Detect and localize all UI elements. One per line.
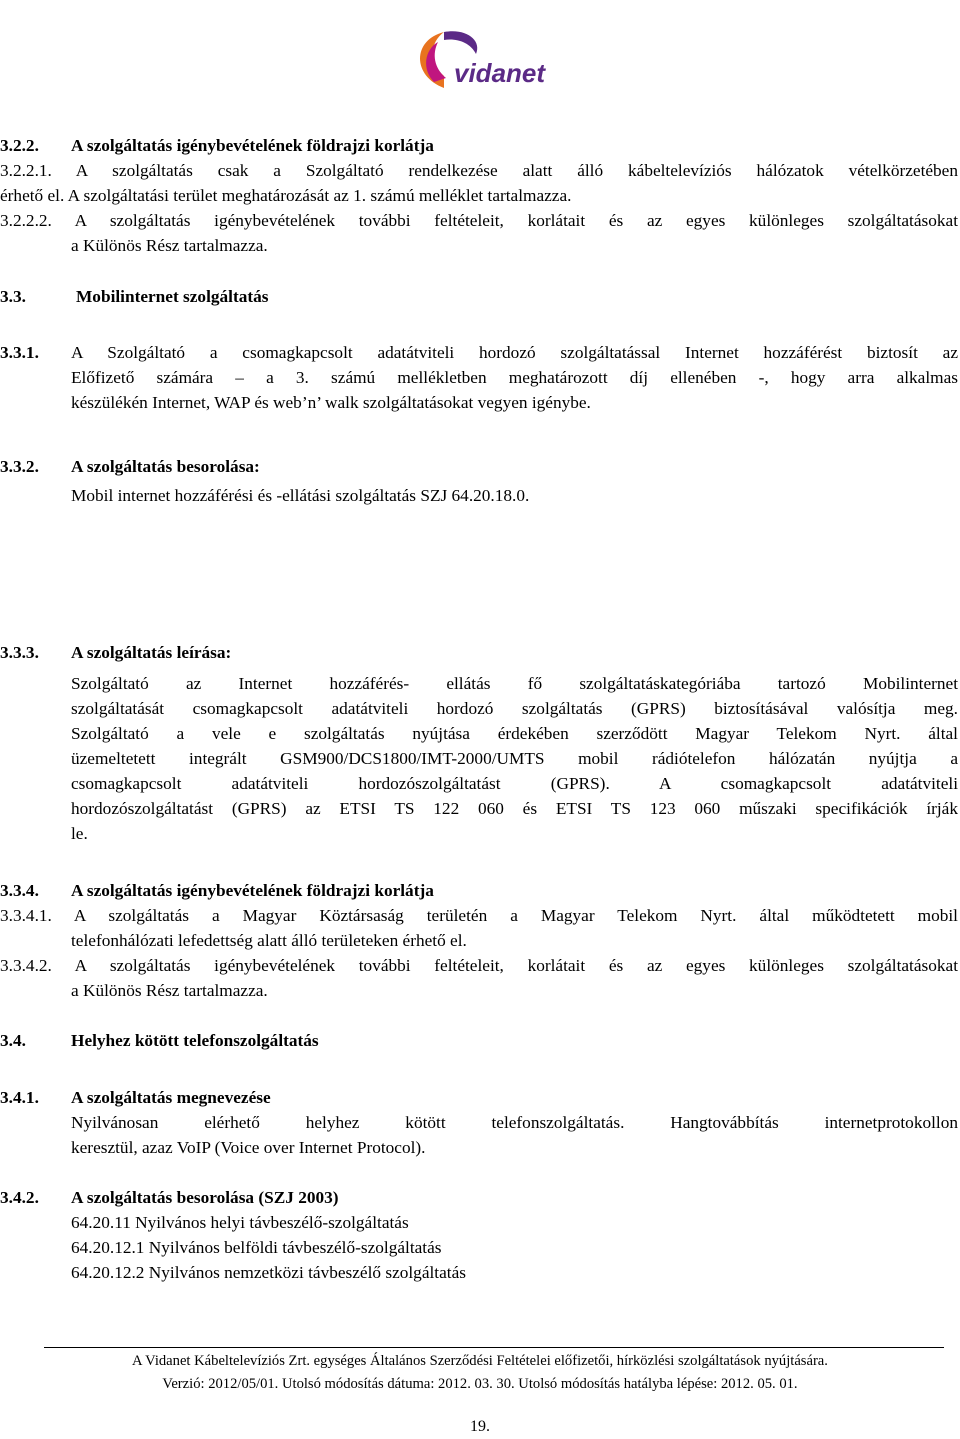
section-3-3-3-title: A szolgáltatás leírása: xyxy=(71,643,232,662)
section-3-3-3-line5: csomagkapcsolt adatátviteli hordozószolgáltatást (GPRS). A csomagkapcsolt adatátviteli xyxy=(71,774,958,793)
section-3-4-2-line2: 64.20.12.1 Nyilvános belföldi távbeszélő-szolgáltatás xyxy=(71,1238,442,1257)
section-3-3-3-line1: Szolgáltató az Internet hozzáférés- ellátás fő szolgáltatáskategóriába tartozó Mobilinternet xyxy=(71,674,958,693)
section-3-3-3-number: 3.3.3. xyxy=(0,643,39,662)
section-3-2-2-1-line1: 3.2.2.1. A szolgáltatás csak a Szolgáltató rendelkezése alatt álló kábeltelevíziós hálózatok vételkörzetében xyxy=(0,161,958,180)
section-3-3-1-line1: A Szolgáltató a csomagkapcsolt adatátviteli hordozó szolgáltatással Internet hozzáférést biztosít az xyxy=(71,343,958,362)
section-3-4-2-number: 3.4.2. xyxy=(0,1188,39,1207)
footer-line2: Verzió: 2012/05/01. Utolsó módosítás dátuma: 2012. 03. 30. Utolsó módosítás hatályba lépése: 2012. 05. 01. xyxy=(162,1376,798,1392)
section-3-4-2-line3: 64.20.12.2 Nyilvános nemzetközi távbeszélő szolgáltatás xyxy=(71,1263,466,1282)
section-3-3-2-body: Mobil internet hozzáférési és -ellátási szolgáltatás SZJ 64.20.18.0. xyxy=(71,486,530,505)
section-3-4-1-title: A szolgáltatás megnevezése xyxy=(71,1088,271,1107)
vidanet-logo-graphic xyxy=(404,26,564,100)
section-3-3-1-line3: készülékén Internet, WAP és web’n’ walk szolgáltatásokat vegyen igénybe. xyxy=(71,393,591,412)
footer-divider xyxy=(44,1347,944,1348)
section-3-4-number: 3.4. xyxy=(0,1031,26,1050)
section-3-4-2-line1: 64.20.11 Nyilvános helyi távbeszélő-szolgáltatás xyxy=(71,1213,409,1232)
section-3-4-title: Helyhez kötött telefonszolgáltatás xyxy=(71,1031,319,1050)
section-3-3-4-2-line1: 3.3.4.2. A szolgáltatás igénybevételének további feltételeit, korlátait és az egyes különleges szolgáltatásokat xyxy=(0,956,958,975)
section-3-3-title: Mobilinternet szolgáltatás xyxy=(76,287,269,306)
section-3-4-2-title: A szolgáltatás besorolása (SZJ 2003) xyxy=(71,1188,339,1207)
section-3-3-3-line4: üzemeltetett integrált GSM900/DCS1800/IMT-2000/UMTS mobil rádiótelefon hálózatán nyújtja a xyxy=(71,749,958,768)
section-3-4-1-number: 3.4.1. xyxy=(0,1088,39,1107)
section-3-3-3-line6: hordozószolgáltatást (GPRS) az ETSI TS 122 060 és ETSI TS 123 060 műszaki specifikációk írják xyxy=(71,799,958,818)
section-3-3-2-title: A szolgáltatás besorolása: xyxy=(71,457,260,476)
section-3-3-4-1-line2: telefonhálózati lefedettség alatt álló területeken érhető el. xyxy=(71,931,467,950)
section-3-2-2-heading: A szolgáltatás igénybevételének földrajzi korlátja xyxy=(71,136,434,155)
section-3-2-2-2-line2: a Különös Rész tartalmazza. xyxy=(71,236,268,255)
section-3-3-4-1-line1: 3.3.4.1. A szolgáltatás a Magyar Köztársaság területén a Magyar Telekom Nyrt. által működtetett mobil xyxy=(0,906,958,925)
section-3-3-3-line7: le. xyxy=(71,824,88,843)
section-3-2-2-1-line2: érhető el. A szolgáltatási terület meghatározását az 1. számú melléklet tartalmazza. xyxy=(0,186,572,205)
section-3-4-1-line2: keresztül, azaz VoIP (Voice over Internet Protocol). xyxy=(71,1138,426,1157)
section-3-3-3-line2: szolgáltatását csomagkapcsolt adatátviteli hordozó szolgáltatás (GPRS) biztosításával valósítja meg. xyxy=(71,699,958,718)
section-3-2-2-number: 3.2.2. xyxy=(0,136,39,155)
section-3-3-3-line3: Szolgáltató a vele e szolgáltatás nyújtása érdekében szerződött Magyar Telekom Nyrt. által xyxy=(71,724,958,743)
section-3-3-number: 3.3. xyxy=(0,287,26,306)
section-3-2-2-2-line1: 3.2.2.2. A szolgáltatás igénybevételének további feltételeit, korlátait és az egyes különleges szolgáltatásokat xyxy=(0,211,958,230)
section-3-3-4-number: 3.3.4. xyxy=(0,881,39,900)
section-3-3-2-number: 3.3.2. xyxy=(0,457,39,476)
page-number: 19. xyxy=(470,1418,490,1435)
footer-line1: A Vidanet Kábeltelevíziós Zrt. egységes Általános Szerződési Feltételei előfizetői, hírközlési szolgáltatások nyújtására. xyxy=(132,1353,828,1369)
section-3-3-4-title: A szolgáltatás igénybevételének földrajzi korlátja xyxy=(71,881,434,900)
section-3-3-1-line2: Előfizető számára – a 3. számú mellékletben meghatározott díj ellenében -, hogy arra alkalmas xyxy=(71,368,958,387)
logo-wordmark: vidanet xyxy=(454,58,546,88)
vidanet-logo xyxy=(404,26,564,100)
section-3-3-1-number: 3.3.1. xyxy=(0,343,39,362)
section-3-3-4-2-line2: a Különös Rész tartalmazza. xyxy=(71,981,268,1000)
section-3-4-1-line1: Nyilvánosan elérhető helyhez kötött telefonszolgáltatás. Hangtovábbítás internetprotokollon xyxy=(71,1113,958,1132)
